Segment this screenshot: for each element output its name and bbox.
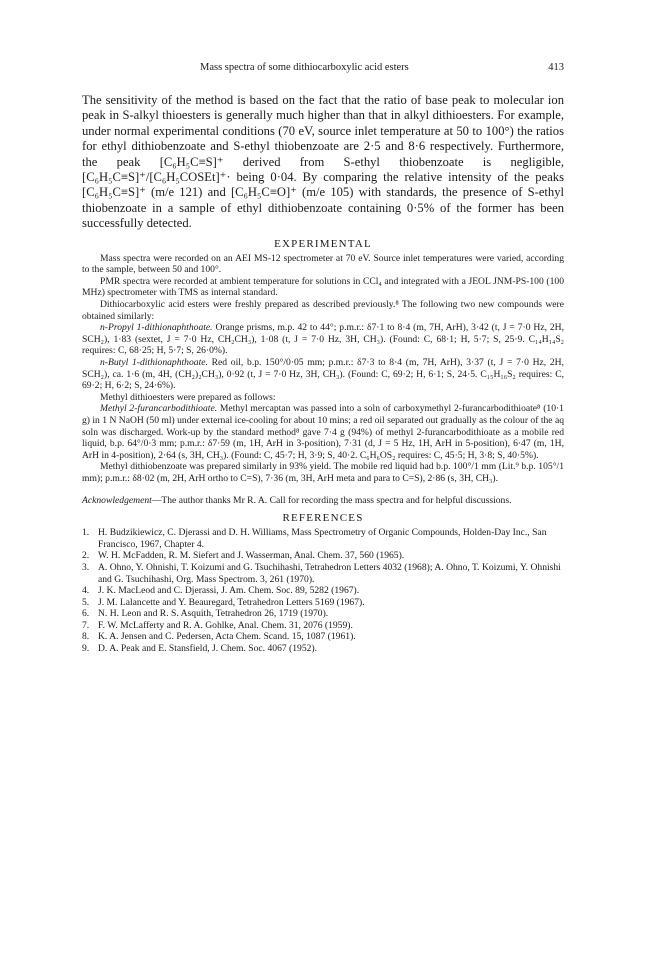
- compound-data: Methyl mercaptan was passed into a soln of carboxymethyl 2-furancarbodithioate⁸ (10·1 g) in 1 N NaOH (50 ml) under external ice-cooling for about 10 mins; a red oil separated out gradually as the colour of the aq soln was discharged. Work-up by the standard method⁸ gave 7·4 g (94%) of methyl 2-furancarbodithioate as a mobile red liquid, b.p. 64°/0·3 mm; p.m.r.: δ7·59 (m, 1H, ArH in 3-position), 7·31 (d, J = 5 Hz, 1H, ArH in 5-position), 6·47 (m, 1H, ArH in 4-position), 2·64 (s, 3H, CH₃). (Found: C, 45·7; H, 3·9; S, 40·2. C₆H₆OS₂ requires: C, 45·5; H, 3·8; S, 40·5%).: [82, 403, 564, 461]
- compound-butyl-entry: [82, 357, 564, 392]
- page-number: 413: [548, 62, 564, 73]
- experimental-paragraph-2: PMR spectra were recorded at ambient temperature for solutions in CCl₄ and integrated with a JEOL JNM-PS-100 (100 MHz) spectrometer with TMS as internal standard.: [82, 275, 564, 299]
- compound-name: n-Propyl 1-dithionaphthoate.: [100, 322, 213, 334]
- reference-text: F. W. McLafferty and R. A. Gohlke, Anal. Chem. 31, 2076 (1959).: [98, 619, 353, 631]
- reference-text: H. Budzikiewicz, C. Djerassi and D. H. Williams, Mass Spectrometry of Organic Compounds, Holden-Day Inc., San Francisco, 1967, Chapter 4.: [98, 527, 547, 550]
- reference-text: K. A. Jensen and C. Pedersen, Acta Chem. Scand. 15, 1087 (1961).: [98, 631, 356, 643]
- acknowledgement-text: —The author thanks Mr R. A. Call for recording the mass spectra and for helpful discussions.: [151, 494, 512, 506]
- reference-item: [82, 643, 564, 655]
- compound-furan-entry: [82, 403, 564, 461]
- journal-page: [82, 62, 564, 655]
- reference-text: J. K. MacLeod and C. Djerassi, J. Am. Chem. Soc. 89, 5282 (1967).: [98, 585, 360, 597]
- reference-text: D. A. Peak and E. Stansfield, J. Chem. Soc. 4067 (1952).: [98, 643, 318, 655]
- reference-item: [82, 631, 564, 643]
- references-heading: REFERENCES: [282, 512, 364, 525]
- reference-item: [82, 608, 564, 620]
- reference-item: [82, 597, 564, 609]
- intro-paragraph: The sensitivity of the method is based on the fact that the ratio of base peak to molecular ion peak in S-alkyl thioesters is generally much higher than that in alkyl dithioesters. For example, under normal experimental conditions (70 eV, source inlet temperature at 50 to 100°) the ratios for ethyl dithiobenzoate and S-ethyl thiobenzoate are 2·5 and 8·6 respectively. Furthermore, the peak [C₆H₅C≡S]⁺ derived from S-ethyl thiobenzoate is negligible, [C₆H₅C≡S]⁺/[C₆H₅COSEt]⁺· being 0·04. By comparing the relative intensity of the peaks [C₆H₅C≡S]⁺ (m/e 121) and [C₆H₅C≡O]⁺ (m/e 105) with standards, the presence of S-ethyl thiobenzoate in a sample of ethyl dithiobenzoate containing 0·5% of the former has been successfully detected.: [82, 93, 564, 231]
- reference-item: [82, 550, 564, 562]
- reference-text: N. H. Leon and R. S. Asquith, Tetrahedron 26, 1719 (1970).: [98, 608, 329, 620]
- reference-text: W. H. McFadden, R. M. Siefert and J. Wasserman, Anal. Chem. 37, 560 (1965).: [98, 550, 405, 562]
- compound-data: Red oil, b.p. 150°/0·05 mm; p.m.r.: δ7·3 to 8·4 (m, 7H, ArH), 3·37 (t, J = 7·0 Hz, 2H, SCH₂), ca. 1·6 (m, 4H, (CH₂)₂CH₃), 0·92 (t, J = 7·0 Hz, 3H, CH₃). (Found: C, 69·2; H, 6·1; S, 24·5. C₁₅H₁₆S₂ requires: C, 69·2; H, 6·2; S, 24·6%).: [82, 357, 564, 392]
- reference-text: J. M. Lalancette and Y. Beauregard, Tetrahedron Letters 5169 (1967).: [98, 596, 365, 608]
- reference-item: [82, 585, 564, 597]
- reference-number: 5.: [82, 596, 90, 608]
- reference-item: [82, 620, 564, 632]
- reference-number: 9.: [82, 643, 90, 655]
- experimental-paragraph-8: Methyl dithiobenzoate was prepared similarly in 93% yield. The mobile red liquid had b.p. 100°/1 mm (Lit.⁹ b.p. 105°/1 mm); p.m.r.: δ8·02 (m, 2H, ArH ortho to C=S), 7·36 (m, 3H, ArH meta and para to C=S), 2·86 (s, 3H, CH₃).: [82, 461, 564, 484]
- acknowledgement-label: Acknowledgement: [82, 494, 152, 506]
- running-title: Mass spectra of some dithiocarboxylic acid esters: [200, 62, 409, 73]
- reference-number: 7.: [82, 619, 90, 631]
- reference-number: 2.: [82, 550, 90, 562]
- experimental-paragraph-1: Mass spectra were recorded on an AEI MS-12 spectrometer at 70 eV. Source inlet temperatures were varied, according to the sample, between 50 and 100°.: [82, 252, 564, 276]
- reference-item: [82, 527, 564, 550]
- running-header: [82, 62, 564, 73]
- compound-name: n-Butyl 1-dithionaphthoate.: [100, 357, 208, 368]
- experimental-section: [82, 253, 564, 506]
- reference-number: 4.: [82, 585, 90, 597]
- compound-name: Methyl 2-furancarbodithioate.: [100, 403, 218, 415]
- reference-list: [82, 527, 564, 655]
- experimental-heading: EXPERIMENTAL: [274, 237, 372, 250]
- reference-number: 1.: [82, 527, 90, 539]
- acknowledgement: [82, 495, 564, 507]
- experimental-paragraph-6: Methyl dithioesters were prepared as follows:: [100, 391, 276, 403]
- reference-number: 3.: [82, 561, 90, 573]
- reference-number: 8.: [82, 631, 90, 643]
- compound-data: Orange prisms, m.p. 42 to 44°; p.m.r.: δ7·1 to 8·4 (m, 7H, ArH), 3·42 (t, J = 7·0 Hz, 2H, SCH₂), 1·83 (sextet, J = 7·0 Hz, CH₂CH₃), 1·08 (t, J = 7·0 Hz, 3H, CH₃). (Found: C, 68·1; H, 5·7; S, 25·9. C₁₄H₁₄S₂ requires: C, 68·25; H, 5·7; S, 26·0%).: [82, 322, 564, 357]
- reference-text: A. Ohno, Y. Ohnishi, T. Koizumi and G. Tsuchihashi, Tetrahedron Letters 4032 (1968); A. Ohno, T. Koizumi, Y. Ohnishi and G. Tsuchihashi, Org. Mass Spectrom. 3, 261 (1970).: [98, 561, 561, 585]
- compound-propyl-entry: [82, 322, 564, 357]
- experimental-paragraph-3: Dithiocarboxylic acid esters were freshly prepared as described previously.⁸ The following two new compounds were obtained similarly:: [82, 299, 564, 322]
- reference-number: 6.: [82, 608, 90, 620]
- reference-item: [82, 562, 564, 585]
